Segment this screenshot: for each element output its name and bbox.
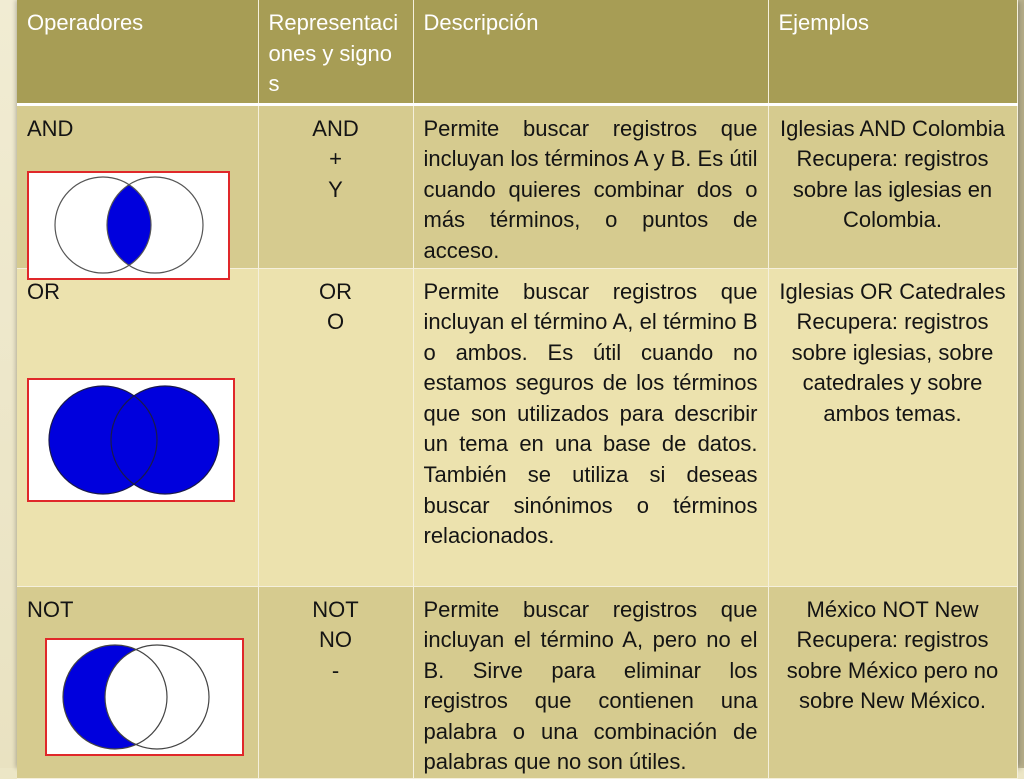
table-row-and	[17, 104, 1017, 268]
venn-diagram-not	[45, 638, 244, 756]
symbols-cell	[258, 586, 413, 779]
symbols-cell	[258, 268, 413, 586]
symbol-line: Y	[328, 176, 343, 202]
venn-diagram-or	[27, 378, 235, 502]
example-cell: Iglesias OR Catedrales Recupera: registros sobre iglesias, sobre catedrales y sobre ambos temas.	[768, 268, 1017, 586]
symbol-line: +	[329, 146, 342, 172]
operator-label: NOT	[27, 596, 74, 622]
operator-cell	[17, 104, 258, 268]
boolean-operators-table-frame	[17, 0, 1017, 775]
description-cell: Permite buscar registros que incluyan el término A, el término B o ambos. Es útil cuando no estamos seguros de los términos que son utilizados para describir un tema en una base de datos. También se utiliza si deseas buscar sinónimos o términos relacionados.	[413, 268, 768, 586]
boolean-operators-table	[17, 0, 1018, 779]
symbols-cell	[258, 104, 413, 268]
description-cell: Permite buscar registros que incluyan los términos A y B. Es útil cuando quieres combinar dos o más términos, o puntos de acceso.	[413, 104, 768, 268]
symbol-line: OR	[319, 278, 352, 304]
venn-diagram-and	[27, 171, 230, 280]
symbol-line: NO	[319, 627, 352, 653]
operator-cell	[17, 586, 258, 779]
description-cell: Permite buscar registros que incluyan el término A, pero no el B. Sirve para eliminar los registros que contienen una palabra o una combinación de palabras que no son útiles.	[413, 586, 768, 779]
header-ejemplos: Ejemplos	[768, 0, 1017, 104]
table-header-row	[17, 0, 1017, 104]
header-representaciones: Representaciones y signos	[258, 0, 413, 104]
table-row-not	[17, 586, 1017, 779]
symbol-line: O	[326, 309, 345, 335]
operator-label: AND	[27, 115, 74, 141]
operator-cell	[17, 268, 258, 586]
example-cell: Iglesias AND Colombia Recupera: registros sobre las iglesias en Colombia.	[768, 104, 1017, 268]
header-operadores: Operadores	[17, 0, 258, 104]
symbol-line: -	[331, 657, 340, 683]
symbol-line: AND	[312, 115, 359, 141]
symbol-line: NOT	[312, 596, 359, 622]
example-cell: México NOT New Recupera: registros sobre México pero no sobre New México.	[768, 586, 1017, 779]
operator-label: OR	[27, 278, 60, 304]
table-row-or	[17, 268, 1017, 586]
header-descripcion: Descripción	[413, 0, 768, 104]
